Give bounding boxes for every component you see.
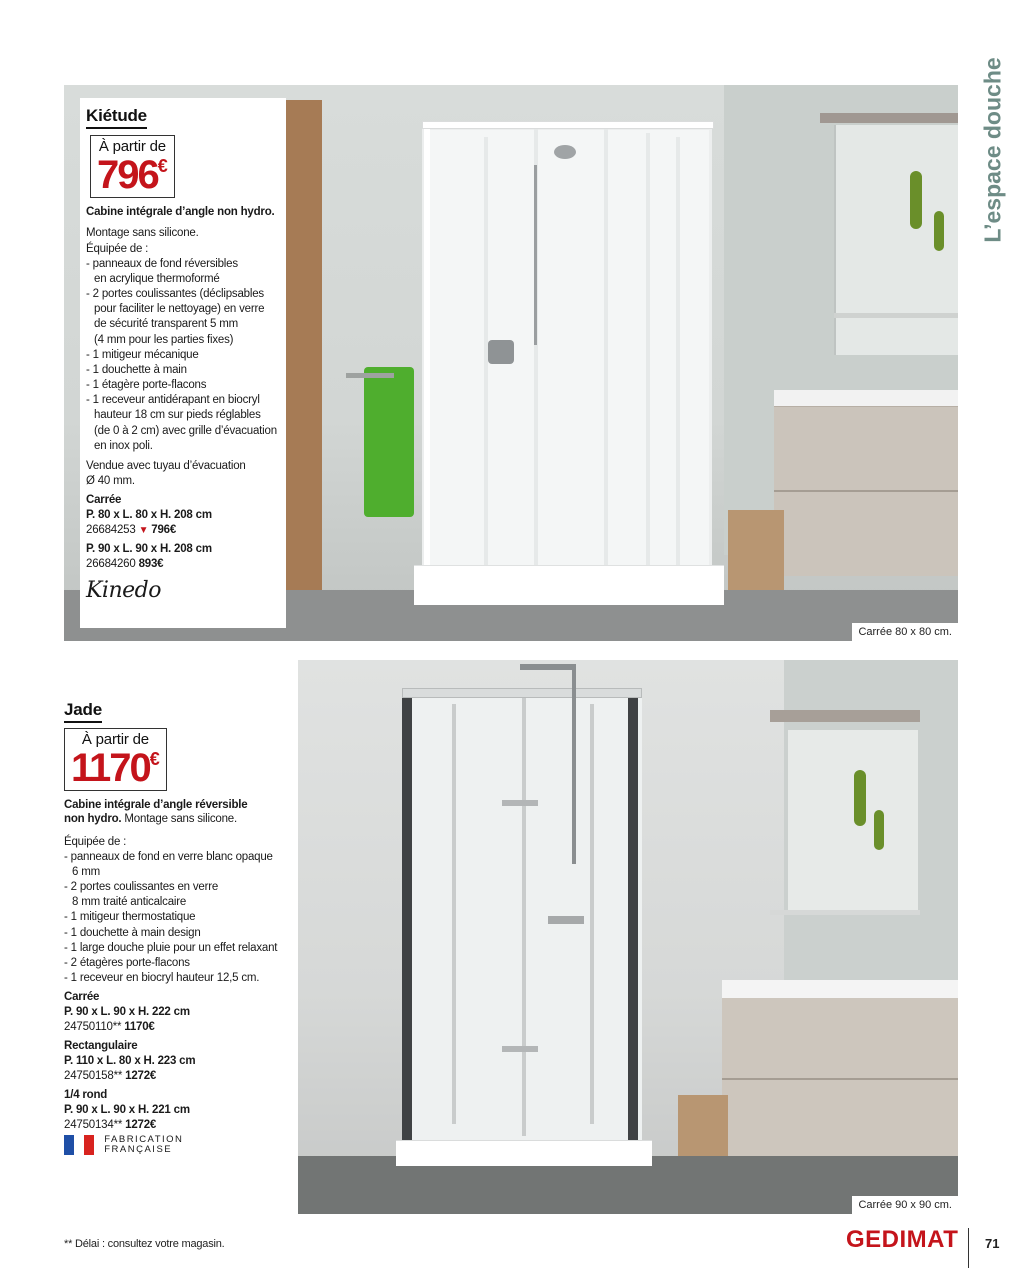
- intro-line: Équipée de :: [64, 835, 127, 848]
- vanity-top: [722, 980, 958, 998]
- price-value: 1170: [71, 746, 150, 790]
- brand-logo: Kinedo: [86, 577, 161, 603]
- shower-mixer: [548, 916, 584, 924]
- feature-line: - 1 douchette à main design: [64, 926, 201, 939]
- cabin-frame: [646, 133, 650, 573]
- feature-line: en inox poli.: [94, 439, 153, 452]
- extra-line: Ø 40 mm.: [86, 475, 135, 488]
- made-in-line: FRANÇAISE: [104, 1144, 173, 1156]
- rain-shower: [520, 664, 574, 670]
- price: [71, 748, 160, 788]
- footnote: ** Délai : consultez votre magasin.: [64, 1238, 225, 1250]
- section-title-text: L’espace douche: [979, 57, 1006, 243]
- shower-mixer: [488, 340, 514, 364]
- feature-line: - 2 étagères porte-flacons: [64, 956, 190, 969]
- variant-ref-line: [64, 1118, 290, 1133]
- variant-ref-line: [64, 1069, 290, 1084]
- product-info-kietude: [80, 98, 286, 628]
- page-divider: [968, 1228, 969, 1268]
- vase: [910, 171, 922, 229]
- vase: [934, 211, 944, 251]
- vase: [874, 810, 884, 850]
- page-number: 71: [985, 1236, 1000, 1251]
- feature-line: - 2 portes coulissantes (déclipsables: [86, 288, 264, 301]
- cabin-frame: [604, 125, 608, 565]
- variant-shape: 1/4 rond: [64, 1088, 108, 1101]
- price: [97, 155, 168, 195]
- mirror: [788, 730, 918, 910]
- feature-line: - 2 portes coulissantes en verre: [64, 881, 219, 894]
- variant-dims: P. 90 x L. 90 x H. 221 cm: [64, 1103, 190, 1116]
- section-title: [968, 30, 1018, 270]
- price-currency: €: [149, 749, 160, 769]
- photo-caption: Carrée 80 x 80 cm.: [852, 623, 958, 641]
- cabin-top-rail: [402, 688, 642, 698]
- price-value: 796: [97, 153, 158, 197]
- cabin-frame: [628, 696, 638, 1144]
- feature-line: - 1 receveur antidérapant en biocryl: [86, 394, 260, 407]
- product-lead-rest: Montage sans silicone.: [121, 813, 237, 826]
- photo-caption: Carrée 90 x 90 cm.: [852, 1196, 958, 1214]
- price-prefix: À partir de: [98, 138, 166, 155]
- feature-line: hauteur 18 cm sur pieds réglables: [94, 409, 261, 422]
- product-lead: Cabine intégrale d’angle non hydro.: [86, 206, 275, 218]
- vanity-drawer-line: [722, 1078, 958, 1080]
- feature-line: - panneaux de fond en verre blanc opaque: [64, 850, 273, 863]
- feature-line: - panneaux de fond réversibles: [86, 257, 238, 270]
- variant-price: 1272€: [125, 1118, 157, 1131]
- price-box: [64, 728, 167, 791]
- made-in-line: FABRICATION: [104, 1133, 184, 1145]
- shelf: [834, 313, 958, 318]
- extra-line: Vendue avec tuyau d’évacuation: [86, 459, 246, 472]
- variant-ref: 26684253: [86, 524, 136, 537]
- shower-head: [554, 145, 576, 159]
- variant-ref-line: [86, 523, 278, 538]
- product-title: Jade: [64, 700, 102, 723]
- towel: [364, 367, 414, 517]
- shower-tray: [414, 565, 724, 605]
- shelf: [770, 910, 920, 915]
- feature-line: - 1 douchette à main: [86, 363, 187, 376]
- mirror-light: [820, 113, 958, 123]
- feature-line: de sécurité transparent 5 mm: [94, 318, 238, 331]
- intro-line: Montage sans silicone.: [86, 227, 199, 240]
- gedimat-logo: GEDIMAT: [846, 1226, 959, 1253]
- feature-line: - 1 receveur en biocryl hauteur 12,5 cm.: [64, 972, 260, 985]
- variant-ref: 26684260: [86, 558, 136, 571]
- variant-price: 796€: [151, 524, 177, 537]
- variant-dims: P. 80 x L. 80 x H. 208 cm: [86, 509, 212, 522]
- cabin-top-rail: [422, 121, 714, 129]
- made-in-france: [64, 1135, 290, 1156]
- variant-ref: 24750158**: [64, 1069, 123, 1082]
- variant-dims: P. 90 x L. 90 x H. 222 cm: [64, 1006, 190, 1019]
- price-prefix: À partir de: [81, 731, 149, 748]
- intro-line: Équipée de :: [86, 242, 149, 255]
- variant-price: 1272€: [125, 1069, 157, 1082]
- cabin-frame: [590, 704, 594, 1124]
- cabin-frame: [452, 704, 456, 1124]
- price-box: [90, 135, 175, 198]
- shelf: [502, 800, 538, 806]
- variant-shape: Carrée: [86, 494, 122, 507]
- shower-bar: [534, 165, 537, 345]
- shower-tray: [396, 1140, 652, 1166]
- variant-shape: Carrée: [64, 991, 100, 1004]
- vanity-drawer-line: [774, 490, 958, 492]
- mirror-light: [770, 710, 920, 722]
- product-photo-jade: [298, 660, 958, 1214]
- variant-dims: P. 90 x L. 90 x H. 208 cm: [86, 543, 212, 556]
- towel-bar: [346, 373, 394, 378]
- shower-bar: [572, 664, 576, 864]
- feature-line: 6 mm: [72, 865, 100, 878]
- feature-line: - 1 mitigeur mécanique: [86, 348, 199, 361]
- product-info-jade: [62, 700, 292, 1190]
- feature-line: - 1 mitigeur thermostatique: [64, 911, 196, 924]
- variant-price: 1170€: [124, 1021, 155, 1034]
- product-lead-line: [64, 812, 290, 827]
- cabin-frame: [424, 127, 430, 603]
- vanity-top: [774, 390, 958, 406]
- feature-line: (4 mm pour les parties fixes): [94, 333, 234, 346]
- cabin-frame: [402, 696, 412, 1144]
- feature-line: 8 mm traité anticalcaire: [72, 896, 187, 909]
- variant-ref-line: [86, 557, 278, 572]
- french-flag-icon: [64, 1135, 94, 1155]
- basket: [728, 510, 784, 590]
- made-in-label: [104, 1135, 183, 1156]
- variant-ref-line: [64, 1020, 290, 1035]
- vase: [854, 770, 866, 826]
- door: [282, 100, 322, 640]
- variant-shape: Rectangulaire: [64, 1040, 138, 1053]
- variant-dims: P. 110 x L. 80 x H. 223 cm: [64, 1055, 196, 1068]
- variant-ref: 24750134**: [64, 1118, 123, 1131]
- feature-line: (de 0 à 2 cm) avec grille d’évacuation: [94, 424, 277, 437]
- shower-cabin: [422, 127, 712, 603]
- product-lead: Cabine intégrale d’angle réversible: [64, 799, 248, 811]
- feature-line: - 1 étagère porte-flacons: [86, 379, 207, 392]
- feature-line: en acrylique thermoformé: [94, 272, 220, 285]
- price-currency: €: [157, 156, 168, 176]
- product-lead-bold: non hydro.: [64, 813, 122, 826]
- feature-line: - 1 large douche pluie pour un effet relaxant: [64, 941, 278, 954]
- variant-ref: 24750110**: [64, 1021, 122, 1034]
- cabin-frame: [676, 137, 680, 577]
- price-drop-icon: ▼: [138, 525, 149, 537]
- feature-line: pour faciliter le nettoyage) en verre: [94, 303, 265, 316]
- variant-price: 893€: [138, 558, 164, 571]
- shelf: [502, 1046, 538, 1052]
- cabin-frame: [522, 696, 526, 1136]
- product-title: Kiétude: [86, 106, 147, 129]
